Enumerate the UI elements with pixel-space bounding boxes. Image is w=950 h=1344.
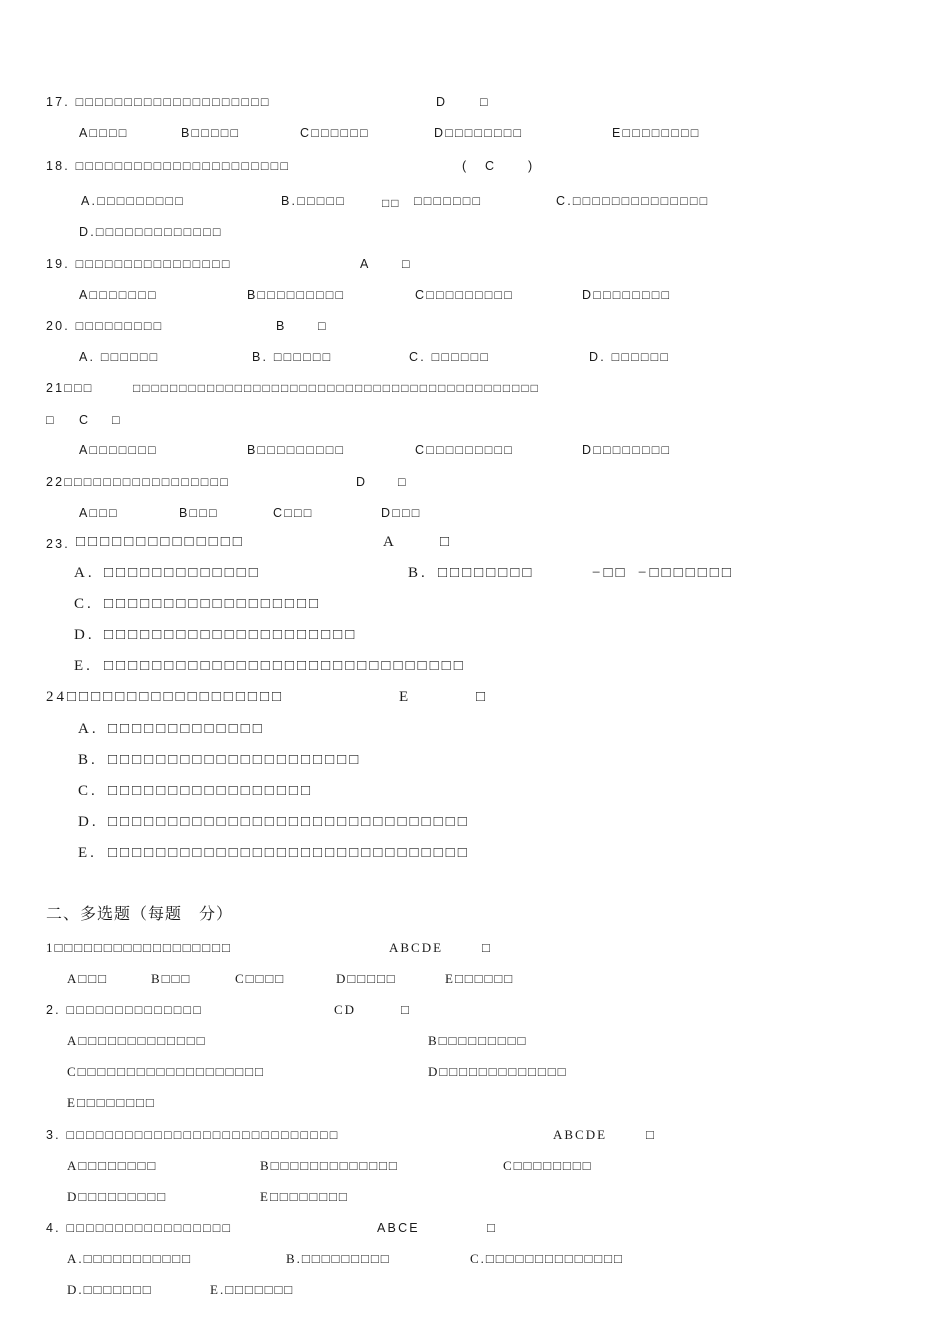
q19-answer: A bbox=[360, 257, 371, 271]
m2-option-b: B□□□□□□□□□ bbox=[428, 1033, 528, 1048]
m2-paren-close: □ bbox=[401, 1002, 411, 1017]
q23-option-a: □□□□□□□□□□□□□ bbox=[104, 565, 261, 581]
q23-option-d-label: D. bbox=[74, 627, 95, 643]
q24-option-e: □□□□□□□□□□□□□□□□□□□□□□□□□□□□□□ bbox=[108, 845, 470, 861]
m4-option-a: A.□□□□□□□□□□□ bbox=[67, 1251, 193, 1266]
q23-option-b-part3: −□□□□□□□ bbox=[638, 565, 734, 581]
m1-paren-close: □ bbox=[482, 940, 492, 955]
q18-option-b: B.□□□□□ bbox=[281, 194, 346, 208]
q22-option-c: C□□□ bbox=[273, 506, 314, 520]
section-heading-multiple-choice: 二、多选题（每题 分） bbox=[46, 904, 234, 923]
q23-answer: A bbox=[383, 534, 397, 550]
q22-option-d: D□□□ bbox=[381, 506, 422, 520]
q17-paren-close: □ bbox=[480, 95, 490, 109]
m4-stem: 4. □□□□□□□□□□□□□□□□□ bbox=[46, 1221, 233, 1235]
q21-stem: □□□□□□□□□□□□□□□□□□□□□□□□□□□□□□□□□□□□□□□□□□□□ bbox=[133, 381, 540, 395]
m1-option-c: C□□□□ bbox=[235, 971, 286, 986]
q17-option-b: B□□□□□ bbox=[181, 126, 241, 140]
m3-option-a: A□□□□□□□□ bbox=[67, 1158, 158, 1173]
q23-number: 23. bbox=[46, 537, 70, 551]
m1-option-b: B□□□ bbox=[151, 971, 192, 986]
m4-option-e: E.□□□□□□□ bbox=[210, 1282, 295, 1297]
q23-option-e: □□□□□□□□□□□□□□□□□□□□□□□□□□□□□□ bbox=[104, 658, 466, 674]
m3-option-b: B□□□□□□□□□□□□□ bbox=[260, 1158, 399, 1173]
q23-paren-close: □ bbox=[440, 534, 453, 550]
q17-option-d: D□□□□□□□□ bbox=[434, 126, 524, 140]
m3-stem: 3. □□□□□□□□□□□□□□□□□□□□□□□□□□□□ bbox=[46, 1128, 340, 1142]
q20-option-c: C. □□□□□□ bbox=[409, 350, 491, 364]
q17-option-e: E□□□□□□□□ bbox=[612, 126, 701, 140]
q23-option-e-label: E. bbox=[74, 658, 93, 674]
q18-paren-open: ( bbox=[462, 159, 469, 173]
q19-paren-close: □ bbox=[402, 257, 412, 271]
q21-number: 21□□□ bbox=[46, 381, 94, 395]
q23-option-b: □□□□□□□□ bbox=[438, 565, 535, 581]
m3-option-c: C□□□□□□□□ bbox=[503, 1158, 593, 1173]
q21-option-a: A□□□□□□□ bbox=[79, 443, 158, 457]
q23-option-a-label: A. bbox=[74, 565, 95, 581]
q24-option-d: □□□□□□□□□□□□□□□□□□□□□□□□□□□□□□ bbox=[108, 814, 470, 830]
m2-stem: 2. □□□□□□□□□□□□□□ bbox=[46, 1003, 203, 1017]
q19-option-d: D□□□□□□□□ bbox=[582, 288, 672, 302]
m4-option-c: C.□□□□□□□□□□□□□□ bbox=[470, 1251, 624, 1266]
m1-option-e: E□□□□□□ bbox=[445, 971, 515, 986]
q21-option-d: D□□□□□□□□ bbox=[582, 443, 672, 457]
q19-stem: 19. □□□□□□□□□□□□□□□□ bbox=[46, 257, 232, 271]
q21-answer: C bbox=[79, 413, 91, 427]
m4-paren-close: □ bbox=[487, 1220, 497, 1235]
q19-option-b: B□□□□□□□□□ bbox=[247, 288, 346, 302]
q23-option-c: □□□□□□□□□□□□□□□□□□ bbox=[104, 596, 322, 612]
q22-answer: D bbox=[356, 475, 368, 489]
q18-option-b-cont: □□□□□□□ bbox=[414, 194, 483, 208]
q24-answer: E bbox=[399, 689, 412, 705]
q24-stem: 24□□□□□□□□□□□□□□□□□□ bbox=[46, 689, 285, 705]
q24-paren-close: □ bbox=[476, 689, 489, 705]
m3-option-d: D□□□□□□□□□ bbox=[67, 1189, 168, 1204]
m4-answer: ABCE bbox=[377, 1221, 420, 1235]
q20-stem: 20. □□□□□□□□□ bbox=[46, 319, 164, 333]
q19-option-a: A□□□□□□□ bbox=[79, 288, 158, 302]
q18-option-a: A.□□□□□□□□□ bbox=[81, 194, 185, 208]
q21-option-b: B□□□□□□□□□ bbox=[247, 443, 346, 457]
q24-option-b-label: B. bbox=[78, 752, 98, 768]
q21-paren-close: □ bbox=[112, 413, 122, 427]
m4-option-d: D.□□□□□□□ bbox=[67, 1282, 153, 1297]
q24-option-a-label: A. bbox=[78, 721, 99, 737]
q22-option-a: A□□□ bbox=[79, 506, 119, 520]
m2-option-e: E□□□□□□□□ bbox=[67, 1095, 156, 1110]
q21-option-c: C□□□□□□□□□ bbox=[415, 443, 514, 457]
q24-option-e-label: E. bbox=[78, 845, 97, 861]
q17-stem: 17. □□□□□□□□□□□□□□□□□□□□ bbox=[46, 95, 271, 109]
q24-option-d-label: D. bbox=[78, 814, 99, 830]
m2-option-a: A□□□□□□□□□□□□□ bbox=[67, 1033, 207, 1048]
q24-option-b: □□□□□□□□□□□□□□□□□□□□□ bbox=[108, 752, 362, 768]
q20-paren-close: □ bbox=[318, 319, 328, 333]
q20-option-a: A. □□□□□□ bbox=[79, 350, 160, 364]
m2-answer: CD bbox=[334, 1002, 357, 1017]
q22-option-b: B□□□ bbox=[179, 506, 219, 520]
m1-option-a: A□□□ bbox=[67, 971, 108, 986]
q21-paren-open: □ bbox=[46, 413, 56, 427]
q24-option-c-label: C. bbox=[78, 783, 98, 799]
q22-paren-close: □ bbox=[398, 475, 408, 489]
q18-answer: C bbox=[485, 159, 497, 173]
q20-option-d: D. □□□□□□ bbox=[589, 350, 671, 364]
m3-option-e: E□□□□□□□□ bbox=[260, 1189, 349, 1204]
q18-option-d: D.□□□□□□□□□□□□□ bbox=[79, 225, 223, 239]
q17-answer: D bbox=[436, 95, 448, 109]
q23-stem: □□□□□□□□□□□□□□ bbox=[76, 534, 245, 550]
q18-option-b-small: □□ bbox=[382, 196, 401, 210]
m2-option-c: C□□□□□□□□□□□□□□□□□□□ bbox=[67, 1064, 265, 1079]
q18-option-c: C.□□□□□□□□□□□□□□ bbox=[556, 194, 710, 208]
q20-option-b: B. □□□□□□ bbox=[252, 350, 333, 364]
q23-option-b-label: B. bbox=[408, 565, 428, 581]
q17-option-c: C□□□□□□ bbox=[300, 126, 370, 140]
q17-option-a: A□□□□ bbox=[79, 126, 129, 140]
q23-option-d: □□□□□□□□□□□□□□□□□□□□□ bbox=[104, 627, 358, 643]
q24-option-a: □□□□□□□□□□□□□ bbox=[108, 721, 265, 737]
q23-option-b-part2: −□□ bbox=[592, 565, 628, 581]
m2-option-d: D□□□□□□□□□□□□□ bbox=[428, 1064, 568, 1079]
q22-stem: 22□□□□□□□□□□□□□□□□□ bbox=[46, 475, 231, 489]
q18-stem: 18. □□□□□□□□□□□□□□□□□□□□□□ bbox=[46, 159, 291, 173]
m1-option-d: D□□□□□ bbox=[336, 971, 397, 986]
q20-answer: B bbox=[276, 319, 287, 333]
m1-answer: ABCDE bbox=[389, 940, 444, 955]
q24-option-c: □□□□□□□□□□□□□□□□□ bbox=[108, 783, 314, 799]
m1-stem: 1□□□□□□□□□□□□□□□□□□ bbox=[46, 940, 232, 955]
m4-option-b: B.□□□□□□□□□ bbox=[286, 1251, 391, 1266]
m3-answer: ABCDE bbox=[553, 1127, 608, 1142]
q23-option-c-label: C. bbox=[74, 596, 94, 612]
m3-paren-close: □ bbox=[646, 1127, 656, 1142]
q19-option-c: C□□□□□□□□□ bbox=[415, 288, 514, 302]
q18-paren-close: ) bbox=[528, 159, 535, 173]
